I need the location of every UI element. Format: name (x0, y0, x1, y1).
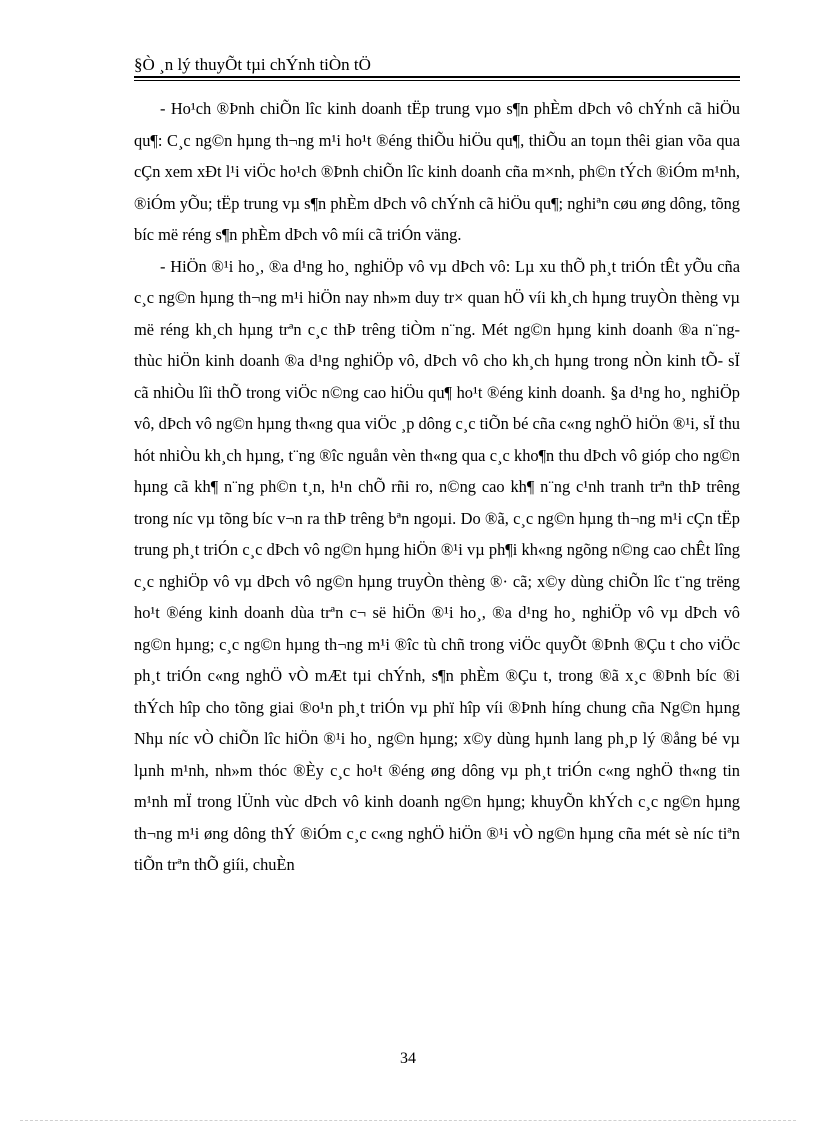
paragraph-modernization: - HiÖn ®¹i ho¸, ®a d¹ng ho¸ nghiÖp vô vµ dÞch vô: Lµ xu thÕ ph¸t triÓn tÊt yÕu cña c¸c ng©n hµng th¬ng m¹i hiÖn nay nh»m duy tr× quan hÖ víi kh¸ch hµng truyÒn thèng vµ më réng kh¸ch hµng trªn c¸c thÞ trêng tiÒm n¨ng. Mét ng©n hµng kinh doanh ®a n¨ng- thùc hiÖn kinh doanh ®a d¹ng nghiÖp vô, dÞch vô cho kh¸ch hµng trong nÒn kinh tÕ- sÏ cã nhiÒu lîi thÕ trong viÖc n©ng cao hiÖu qu¶ ho¹t ®éng kinh doanh. §a d¹ng ho¸ nghiÖp vô, dÞch vô ng©n hµng th«ng qua viÖc ¸p dông c¸c tiÕn bé cña c«ng nghÖ hiÖn ®¹i, sÏ thu hót nhiÒu kh¸ch hµng, t¨ng ®îc nguån vèn th«ng qua c¸c kho¶n thu dÞch vô gióp cho ng©n hµng cã kh¶ n¨ng ph©n t¸n, h¹n chÕ rñi ro, n©ng cao kh¶ n¨ng c¹nh tranh trªn thÞ trêng trong níc vµ tõng bíc v¬n ra thÞ trêng bªn ngoµi. Do ®ã, c¸c ng©n hµng th¬ng m¹i cÇn tËp trung ph¸t triÓn c¸c dÞch vô ng©n hµng hiÖn ®¹i vµ ph¶i kh«ng ngõng n©ng cao chÊt lîng c¸c nghiÖp vô vµ dÞch vô ng©n hµng truyÒn thèng ®· cã; x©y dùng chiÕn lîc t¨ng trëng ho¹t ®éng kinh doanh dùa trªn c¬ së hiÖn ®¹i ho¸, ®a d¹ng ho¸ nghiÖp vô vµ dÞch vô ng©n hµng; c¸c ng©n hµng th¬ng m¹i ®îc tù chñ trong viÖc quyÕt ®Þnh ®Çu t cho viÖc ph¸t triÓn c«ng nghÖ vÒ mÆt tµi chÝnh, s¶n phÈm ®Çu t, trong ®ã x¸c ®Þnh bíc ®i thÝch hîp cho tõng giai ®o¹n ph¸t triÓn vµ phï hîp víi ®Þnh híng chung cña Ng©n hµng Nhµ níc vÒ chiÕn lîc hiÖn ®¹i ho¸ ng©n hµng; x©y dùng hµnh lang ph¸p lý ®ång bé vµ lµnh m¹nh, nh»m thóc ®Èy c¸c ho¹t ®éng øng dông vµ ph¸t triÓn c«ng nghÖ th«ng tin m¹nh mÏ trong lÜnh vùc dÞch vô kinh doanh ng©n hµng; khuyÕn khÝch c¸c ng©n hµng th¬ng m¹i øng dông thÝ ®iÓm c¸c c«ng nghÖ hiÖn ®¹i vÒ ng©n hµng cña mét sè níc tiªn tiÕn trªn thÕ giíi, chuÈn (134, 256, 740, 874)
page-number: 34 (400, 1050, 416, 1067)
header-title: §Ò ¸n lý thuyÕt tµi chÝnh tiÒn tÖ (134, 55, 371, 74)
running-header (134, 50, 740, 78)
header-rule (134, 80, 740, 81)
body-text (134, 93, 740, 881)
paragraph-strategy: - Ho¹ch ®Þnh chiÕn lîc kinh doanh tËp trung vµo s¶n phÈm dÞch vô chÝnh cã hiÖu qu¶: C¸c ng©n hµng th¬ng m¹i ho¹t ®éng thiÕu hiÖu qu¶, thiÕu an toµn thêi gian võa qua cÇn xem xÐt l¹i viÖc ho¹ch ®Þnh chiÕn lîc kinh doanh cña m×nh, ph©n tÝch ®iÓm m¹nh, ®iÓm yÕu; tËp trung vµ s¶n phÈm dÞch vô chÝnh cã hiÖu qu¶; nghiªn cøu øng dông, tõng bíc më réng s¶n phÈm dÞch vô míi cã triÓn väng. (134, 99, 740, 244)
page-bottom-rule (20, 1120, 796, 1121)
